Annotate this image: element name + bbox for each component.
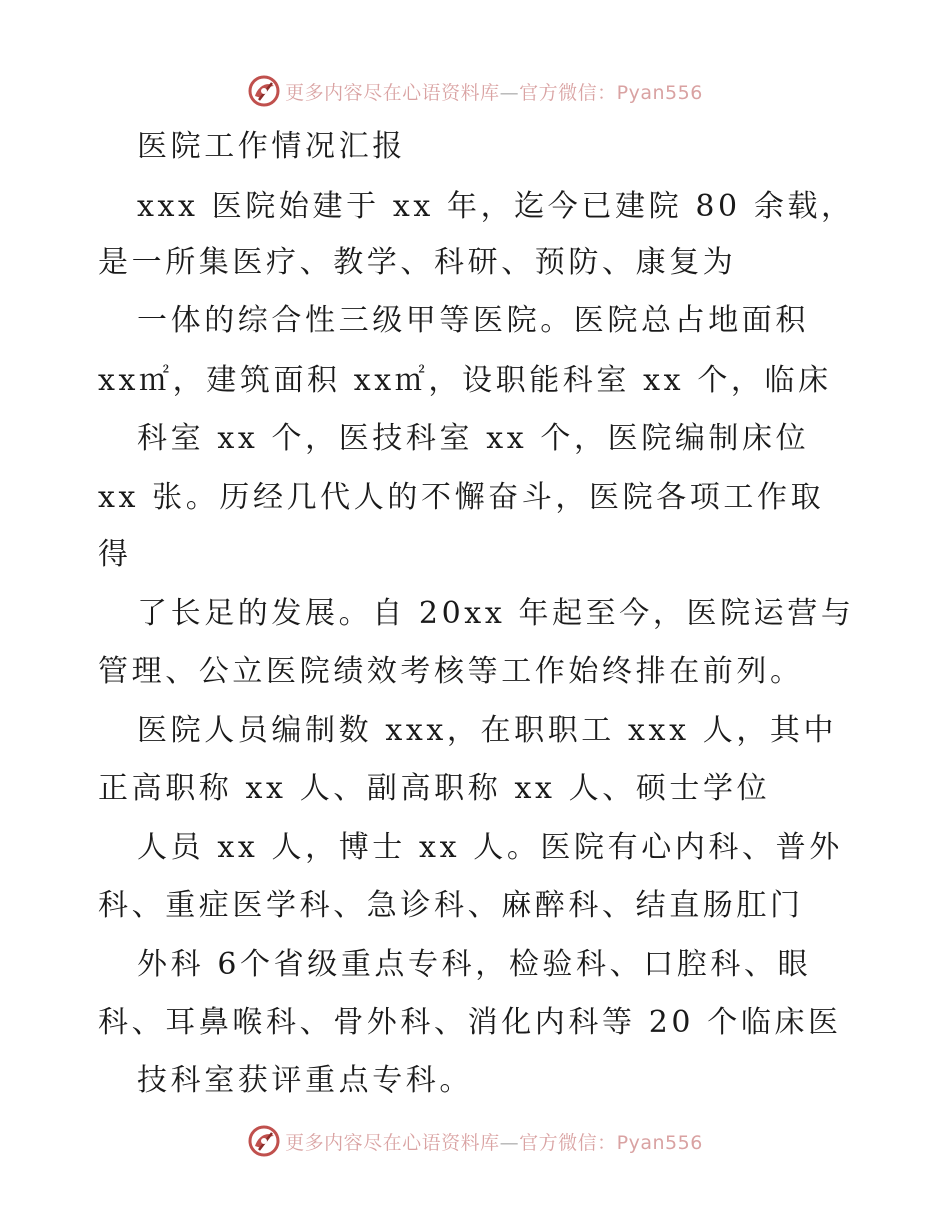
header-banner [0, 71, 950, 111]
paragraph-line: 正高职称 xx 人、副高职称 xx 人、硕士学位 [98, 771, 771, 806]
footer-banner [0, 1121, 950, 1161]
paragraph-line: 是一所集医疗、教学、科研、预防、康复为 [98, 245, 737, 280]
document-title: 医院工作情况汇报 [137, 129, 406, 164]
footer-wechat-text: 官方微信：Pyan556 [519, 1131, 703, 1154]
logo-swirl-icon [247, 1124, 281, 1158]
paragraph-line: 医院人员编制数 xxx，在职职工 xxx 人，其中 [137, 713, 838, 748]
logo-swirl-icon [247, 74, 281, 108]
paragraph-line: 管理、公立医院绩效考核等工作始终排在前列。 [98, 654, 804, 689]
footer-site-text: 更多内容尽在心语资料库 [285, 1131, 500, 1154]
paragraph-line: 技科室获评重点专科。 [137, 1063, 473, 1098]
paragraph-line: 科、重症医学科、急诊科、麻醉科、结直肠肛门 [98, 888, 804, 923]
header-separator: — [499, 81, 520, 104]
paragraph-line: 了长足的发展。自 20xx 年起至今，医院运营与 [137, 596, 855, 631]
footer-separator: — [499, 1131, 520, 1154]
paragraph-line: 科室 xx 个，医技科室 xx 个，医院编制床位 [137, 421, 810, 456]
paragraph-line: xx㎡，建筑面积 xx㎡，设职能科室 xx 个，临床 [98, 363, 832, 398]
paragraph-line: 科、耳鼻喉科、骨外科、消化内科等 20 个临床医 [98, 1005, 842, 1040]
paragraph-line: xx 张。历经几代人的不懈奋斗，医院各项工作取 [98, 480, 825, 515]
header-site-text: 更多内容尽在心语资料库 [285, 81, 500, 104]
paragraph-line: 得 [98, 537, 132, 572]
paragraph-line: 一体的综合性三级甲等医院。医院总占地面积 [137, 303, 809, 338]
header-wechat-text: 官方微信：Pyan556 [519, 81, 703, 104]
paragraph-line: 人员 xx 人，博士 xx 人。医院有心内科、普外 [137, 830, 843, 865]
paragraph-line: 外科 6个省级重点专科，检验科、口腔科、眼 [137, 947, 812, 982]
paragraph-line: xxx 医院始建于 xx 年，迄今已建院 80 余载， [137, 189, 855, 224]
